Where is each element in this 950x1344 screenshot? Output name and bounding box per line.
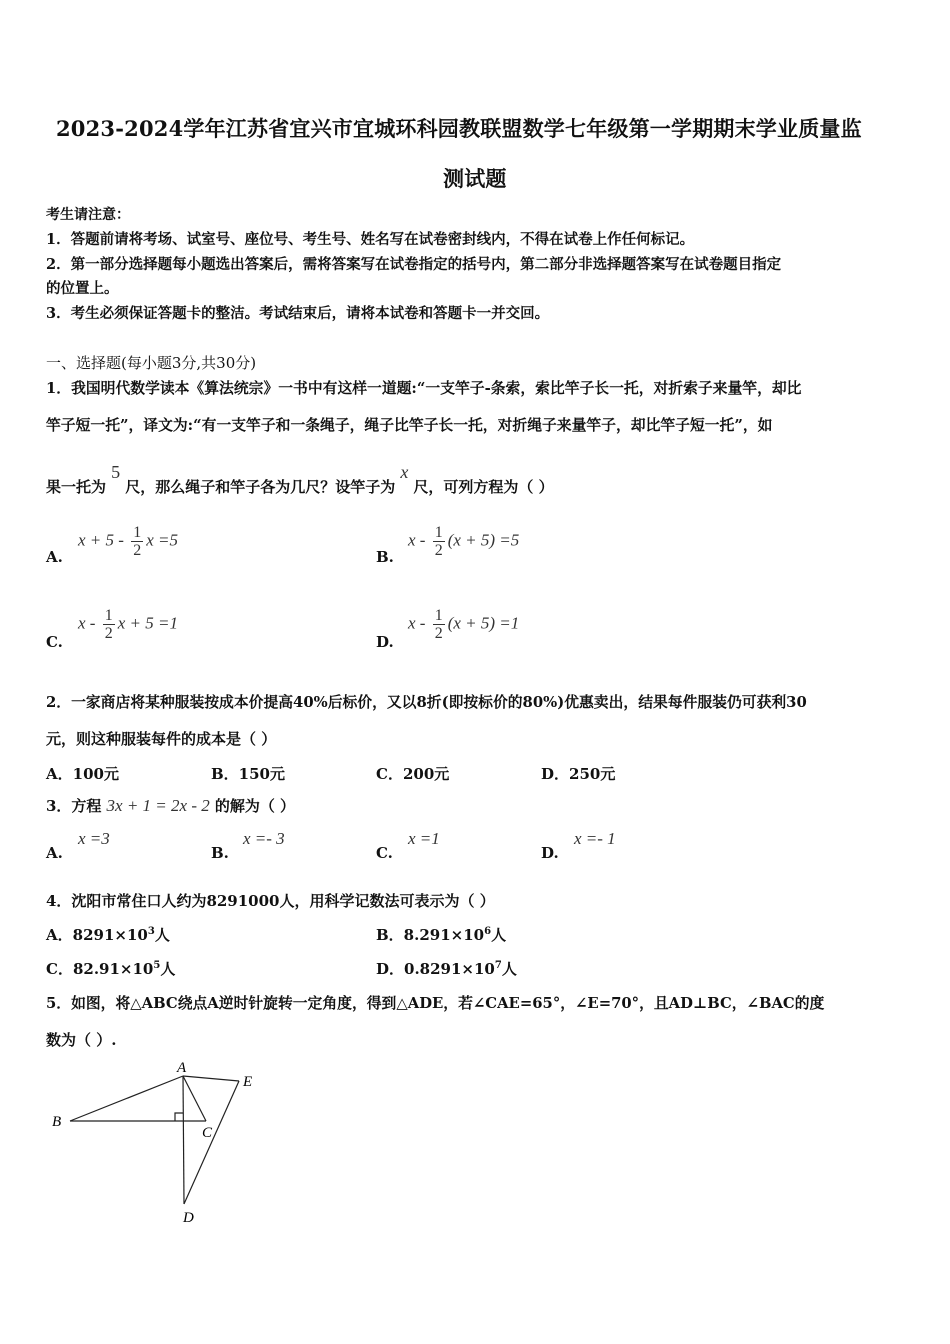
q1-text: 尺，那么绳子和竿子各为几尺？设竿子为	[125, 478, 396, 496]
notice-item: 1．答题前请将考场、试室号、座位号、考生号、姓名写在试卷密封线内，不得在试卷上作任何标记。	[46, 231, 695, 248]
notice-item: 2．第一部分选择题每小题选出答案后，需将答案写在试卷指定的括号内，第二部分非选择题答案写在试卷题目指定	[46, 256, 782, 273]
notice-heading: 考生请注意：	[46, 207, 130, 223]
q2-stem-line: 2．一家商店将某种服装按成本价提高40%后标价，又以8折(即按标价的80%)优惠卖出，结果每件服装仍可获利30	[46, 694, 807, 711]
notice-item: 3．考生必须保证答题卡的整洁。考试结束后，请将本试卷和答题卡一并交回。	[46, 305, 550, 322]
expr: x + 5 =1	[117, 613, 178, 633]
segment-ac	[183, 1076, 206, 1121]
q2-option[interactable]: C．200元	[376, 765, 450, 783]
q3-option-label: A.	[46, 844, 63, 862]
expr: x + 5 -	[78, 530, 129, 550]
q5-stem-line: 5．如图，将△ABC绕点A逆时针旋转一定角度，得到△ADE，若∠CAE=65°，∠E=70°，且AD⊥BC，∠BAC的度	[46, 995, 825, 1012]
q1-num: 5	[111, 462, 121, 482]
expr: x -	[408, 613, 430, 633]
q4-option[interactable]: C．$82.91\times 10^5$人	[46, 960, 176, 978]
segment-ab	[70, 1076, 183, 1121]
q1-text: 尺，可列方程为（ ）	[413, 478, 554, 496]
label-a: A	[177, 1060, 187, 1076]
expr: x -	[78, 613, 100, 633]
q4-option[interactable]: D．$0.8291\times 10^7$人	[376, 960, 517, 978]
q5-stem-line: 数为（ ）.	[46, 1031, 117, 1049]
q3-option[interactable]: x =1	[408, 829, 440, 848]
section-heading: 一、选择题(每小题3分,共30分)	[46, 354, 257, 372]
q3-suffix: 的解为（ ）	[214, 797, 296, 815]
q4-option[interactable]: A．$8291\times 10^3$人	[46, 926, 170, 944]
q3-option[interactable]: x =3	[78, 829, 110, 848]
q1-option-a[interactable]	[78, 524, 178, 559]
q1-option-b[interactable]	[408, 524, 519, 559]
page-title-cont: 测试题	[443, 166, 507, 191]
q1-option-c[interactable]	[78, 607, 178, 642]
q3-prefix: 3．方程	[46, 797, 102, 815]
q3-option-label: D.	[541, 844, 559, 862]
q2-option[interactable]: B．150元	[211, 765, 285, 783]
expr: x =5	[146, 530, 178, 550]
q3-equation: 3x + 1 = 2x - 2	[106, 796, 210, 815]
q2-stem-line: 元，则这种服装每件的成本是（ ）	[46, 730, 277, 748]
q1-option-a-label: A.	[46, 548, 63, 566]
q2-option[interactable]: D．250元	[541, 765, 616, 783]
q3-option[interactable]: x =- 1	[574, 829, 616, 848]
segment-ad	[183, 1076, 184, 1204]
q1-option-b-label: B.	[376, 548, 394, 566]
label-b: B	[52, 1114, 62, 1130]
fraction: $\frac{1}{2}$	[434, 524, 443, 559]
fraction: $\frac{1}{2}$	[434, 607, 443, 642]
fraction: $\frac{1}{2}$	[133, 524, 142, 559]
label-d: D	[183, 1210, 194, 1226]
expr: (x + 5) =1	[447, 613, 520, 633]
q4-stem: 4．沈阳市常住口人约为8291000人，用科学记数法可表示为（ ）	[46, 892, 495, 910]
q1-option-c-label: C.	[46, 633, 63, 651]
label-e: E	[243, 1074, 253, 1090]
q5-geometry-figure	[40, 1055, 280, 1235]
expr: (x + 5) =5	[447, 530, 520, 550]
right-angle-mark	[175, 1113, 183, 1121]
segment-de	[184, 1081, 239, 1204]
fraction: $\frac{1}{2}$	[104, 607, 113, 642]
q1-option-d-label: D.	[376, 633, 394, 651]
q3-option-label: B.	[211, 844, 229, 862]
q1-stem-line: 竿子短一托”，译文为:“有一支竿子和一条绳子，绳子比竿子长一托，对折绳子来量竿子，却比竿子短一托”，如	[46, 417, 773, 434]
q3-stem	[46, 795, 295, 816]
segment-ae	[183, 1076, 239, 1081]
notice-item: 的位置上。	[46, 280, 119, 297]
q1-text: 果一托为	[46, 478, 107, 496]
q1-stem-line: 1．我国明代数学读本《算法统宗》一书中有这样一道题:“一支竿子-条索，索比竿子长一托，对折索子来量竿，却比	[46, 380, 802, 397]
q1-var: x	[400, 462, 409, 482]
page-title: 2023-2024学年江苏省宜兴市宜城环科园教联盟数学七年级第一学期期末学业质量监	[56, 116, 862, 141]
q3-option-label: C.	[376, 844, 393, 862]
expr: x -	[408, 530, 430, 550]
q1-option-d[interactable]	[408, 607, 519, 642]
q3-option[interactable]: x =- 3	[243, 829, 285, 848]
q2-option[interactable]: A．100元	[46, 765, 119, 783]
q1-stem-line	[46, 462, 554, 498]
label-c: C	[202, 1125, 213, 1141]
q4-option[interactable]: B．$8.291\times 10^6$人	[376, 926, 507, 944]
